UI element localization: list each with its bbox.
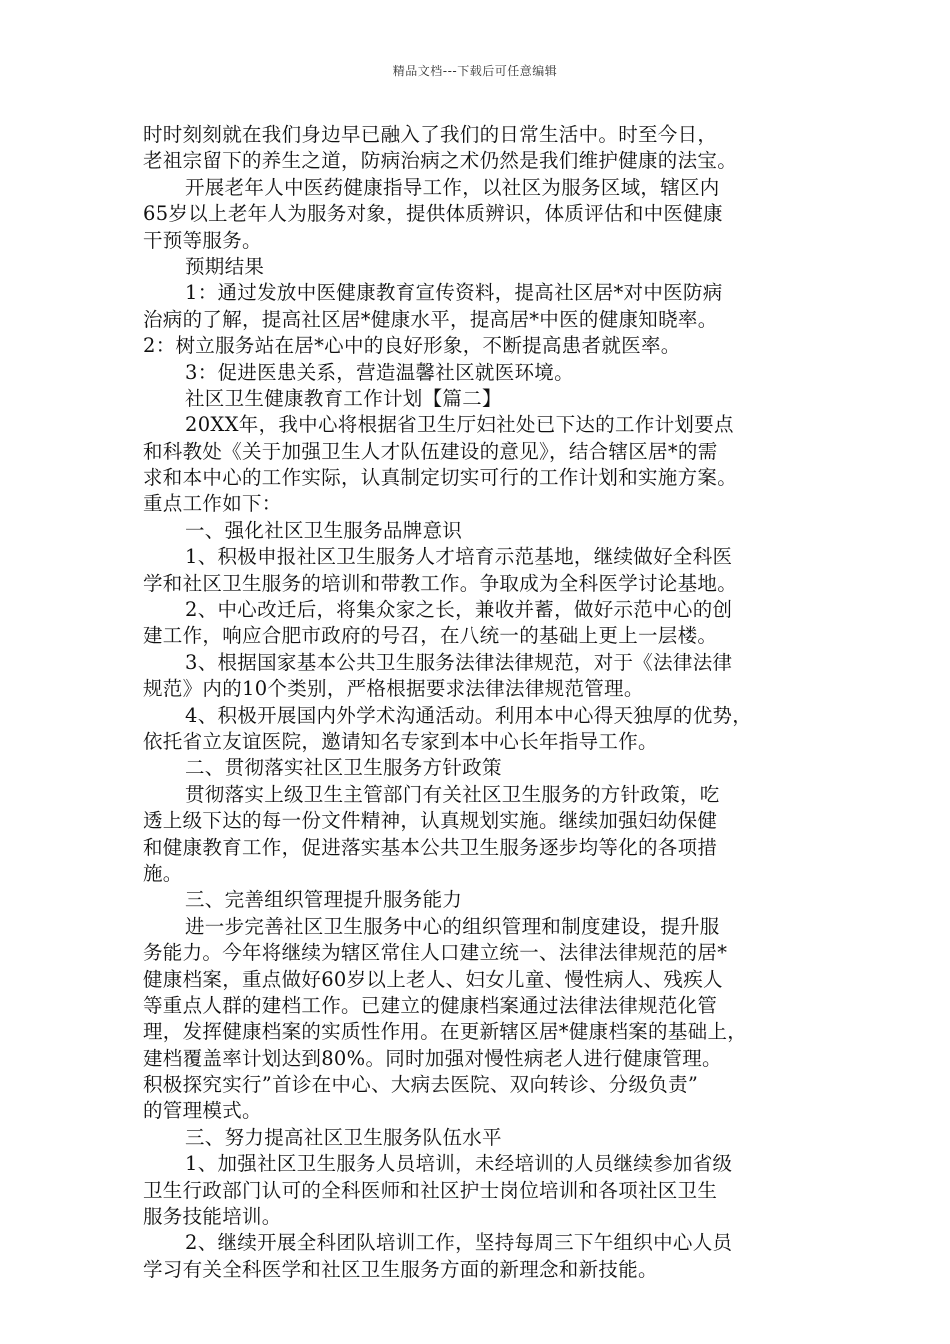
text-line: 建工作，响应合肥市政府的号召，在八统一的基础上更上一层楼。 bbox=[143, 624, 718, 648]
text-line: 透上级下达的每一份文件精神，认真规划实施。继续加强妇幼保健 bbox=[143, 809, 718, 833]
text-line: 治病的了解，提高社区居*健康水平，提高居*中医的健康知晓率。 bbox=[143, 307, 718, 331]
text-line: 贯彻落实上级卫生主管部门有关社区卫生服务的方针政策，吃 bbox=[185, 782, 720, 806]
text-line: 健康档案，重点做好60岁以上老人、妇女儿童、慢性病人、残疾人 bbox=[143, 967, 723, 991]
text-line: 1、加强社区卫生服务人员培训，未经培训的人员继续参加省级 bbox=[185, 1152, 733, 1176]
text-line: 服务技能培训。 bbox=[143, 1205, 282, 1229]
text-line: 卫生行政部门认可的全科医师和社区护士岗位培训和各项社区卫生 bbox=[143, 1178, 718, 1202]
text-line: 65岁以上老年人为服务对象，提供体质辨识，体质评估和中医健康 bbox=[143, 202, 723, 226]
text-line: 2：树立服务站在居*心中的良好形象，不断提高患者就医率。 bbox=[143, 334, 681, 358]
text-line: 4、积极开展国内外学术沟通活动。利用本中心得天独厚的优势， bbox=[185, 703, 753, 727]
text-line: 施。 bbox=[143, 861, 183, 885]
text-line: 的管理模式。 bbox=[143, 1099, 262, 1123]
text-line: 开展老年人中医药健康指导工作，以社区为服务区域，辖区内 bbox=[185, 175, 720, 199]
text-line: 2、继续开展全科团队培训工作，坚持每周三下午组织中心人员 bbox=[185, 1231, 733, 1255]
text-line: 建档覆盖率计划达到80%。同时加强对慢性病老人进行健康管理。 bbox=[143, 1046, 722, 1070]
text-line: 二、贯彻落实社区卫生服务方针政策 bbox=[185, 756, 502, 780]
text-line: 3：促进医患关系，营造温馨社区就医环境。 bbox=[185, 360, 574, 384]
text-line: 进一步完善社区卫生服务中心的组织管理和制度建设，提升服 bbox=[185, 914, 720, 938]
text-line: 老祖宗留下的养生之道，防病治病之术仍然是我们维护健康的法宝。 bbox=[143, 149, 738, 173]
text-line: 和科教处《关于加强卫生人才队伍建设的意见》，结合辖区居*的需 bbox=[143, 439, 718, 463]
text-line: 时时刻刻就在我们身边早已融入了我们的日常生活中。时至今日， bbox=[143, 123, 718, 146]
text-line: 三、努力提高社区卫生服务队伍水平 bbox=[185, 1125, 502, 1149]
text-line: 20XX年，我中心将根据省卫生厅妇社处已下达的工作计划要点 bbox=[185, 413, 734, 437]
text-line: 1：通过发放中医健康教育宣传资料，提高社区居*对中医防病 bbox=[185, 281, 723, 305]
text-line: 干预等服务。 bbox=[143, 228, 262, 252]
text-line: 预期结果 bbox=[185, 254, 265, 278]
text-line: 理，发挥健康档案的实质性作用。在更新辖区居*健康档案的基础上， bbox=[143, 1020, 748, 1044]
document-body bbox=[143, 122, 815, 1283]
text-line: 重点工作如下： bbox=[143, 492, 282, 516]
text-line: 1、积极申报社区卫生服务人才培育示范基地，继续做好全科医 bbox=[185, 545, 733, 569]
text-line: 一、强化社区卫生服务品牌意识 bbox=[185, 518, 463, 542]
text-line: 三、完善组织管理提升服务能力 bbox=[185, 888, 463, 912]
text-line: 依托省立友谊医院，邀请知名专家到本中心长年指导工作。 bbox=[143, 729, 658, 753]
text-line: 2、中心改迁后，将集众家之长，兼收并蓄，做好示范中心的创 bbox=[185, 598, 733, 622]
text-line: 学和社区卫生服务的培训和带教工作。争取成为全科医学讨论基地。 bbox=[143, 571, 738, 595]
page-header: 精品文档---下载后可任意编辑 bbox=[392, 64, 558, 78]
text-line: 学习有关全科医学和社区卫生服务方面的新理念和新技能。 bbox=[143, 1257, 658, 1281]
text-line: 规范》内的10个类别，严格根据要求法律法律规范管理。 bbox=[143, 677, 644, 701]
text-line: 3、根据国家基本公共卫生服务法律法律规范，对于《法律法律 bbox=[185, 650, 733, 674]
text-line: 等重点人群的建档工作。已建立的健康档案通过法律法律规范化管 bbox=[143, 993, 718, 1017]
text-line: 务能力。今年将继续为辖区常住人口建立统一、法律法律规范的居* bbox=[143, 941, 728, 965]
text-line: 社区卫生健康教育工作计划【篇二】 bbox=[185, 386, 502, 410]
text-line: 求和本中心的工作实际，认真制定切实可行的工作计划和实施方案。 bbox=[143, 466, 738, 490]
text-line: 积极探究实行”首诊在中心、大病去医院、双向转诊、分级负责” bbox=[143, 1073, 699, 1097]
text-line: 和健康教育工作，促进落实基本公共卫生服务逐步均等化的各项措 bbox=[143, 835, 718, 859]
